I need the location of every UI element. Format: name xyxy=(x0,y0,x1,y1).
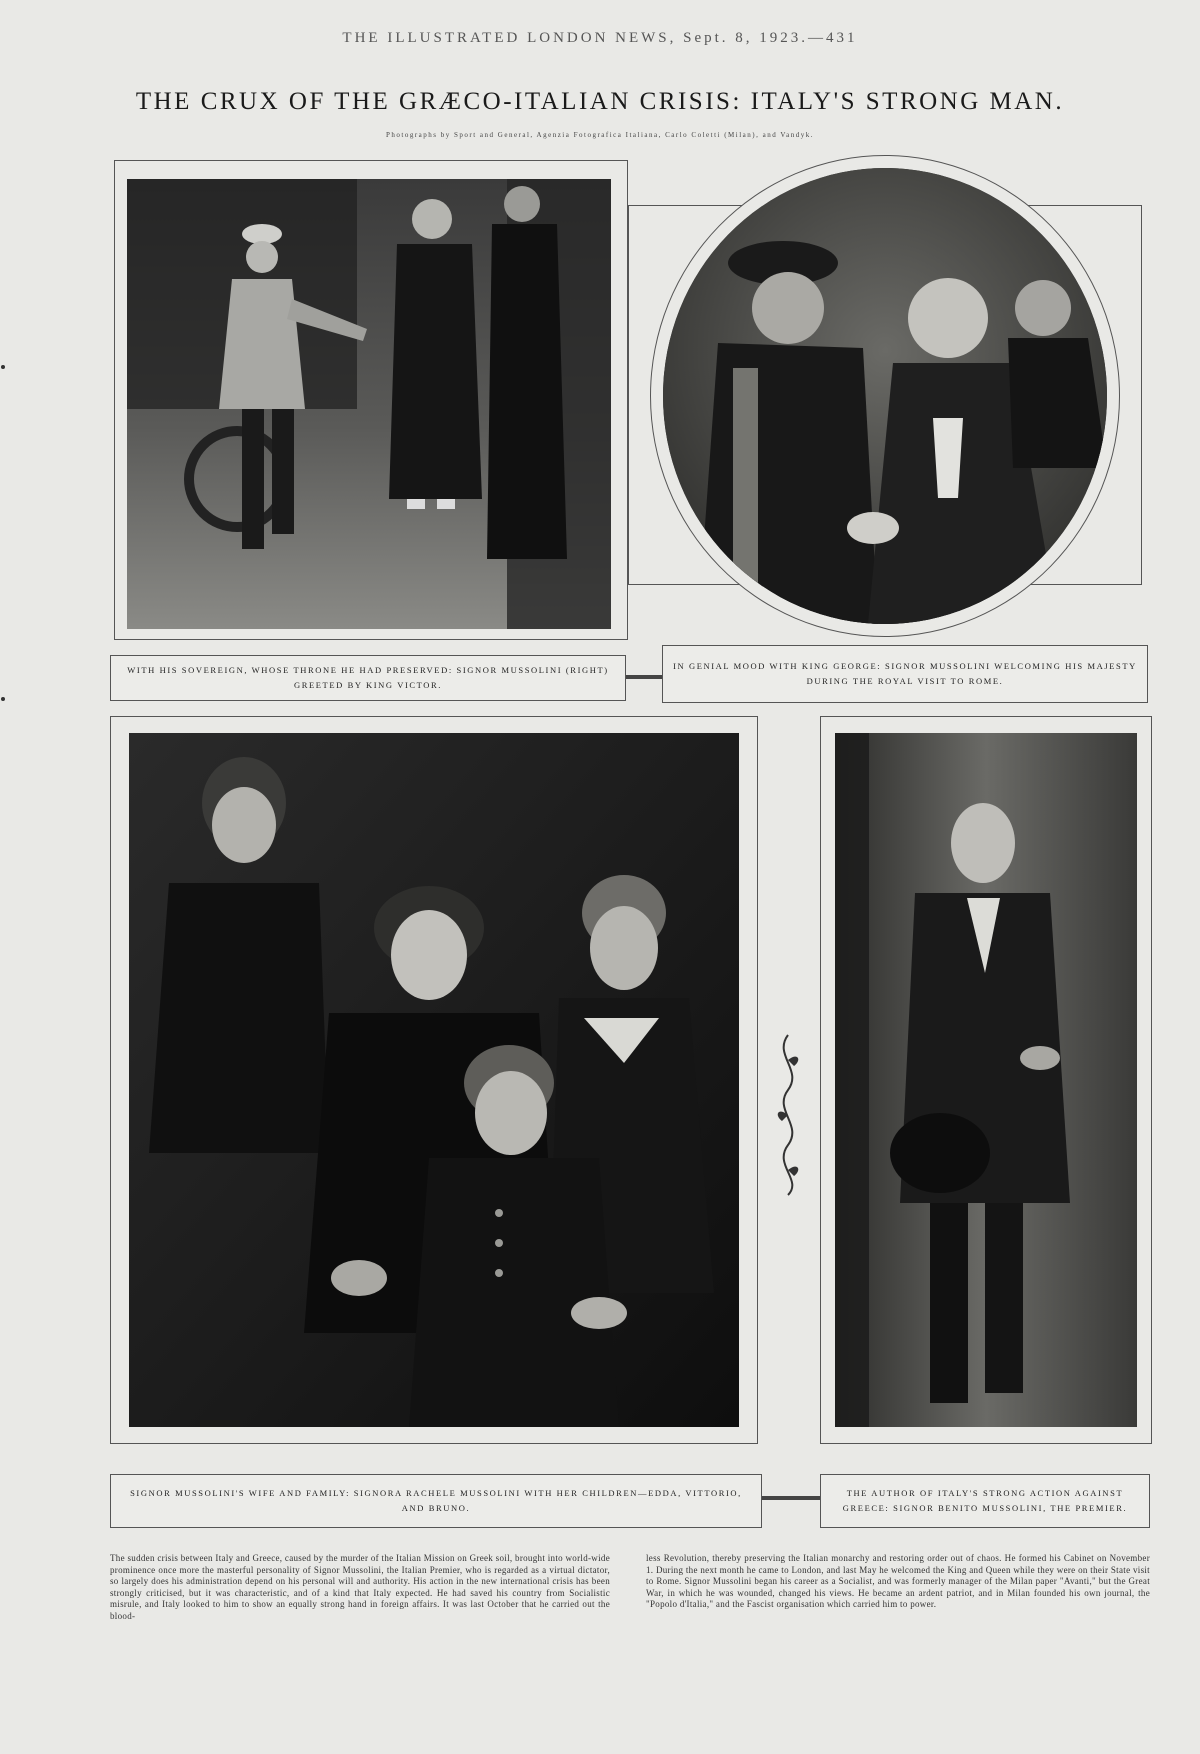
caption-connector xyxy=(626,675,662,679)
caption-king-victor: WITH HIS SOVEREIGN, WHOSE THRONE HE HAD PRESERVED: SIGNOR MUSSOLINI (RIGHT) GREETED BY KING VICTOR. xyxy=(110,655,626,701)
photo-credits: Photographs by Sport and General, Agenzia Fotografica Italiana, Carlo Coletti (Milan), and Vandyk. xyxy=(386,131,814,139)
photo-king-victor-image xyxy=(127,179,611,629)
photo-king-victor xyxy=(127,179,611,629)
floral-scroll-ornament-icon xyxy=(768,1030,808,1200)
photo-premier xyxy=(835,733,1137,1427)
photo-king-george xyxy=(663,168,1107,624)
binding-mark xyxy=(1,697,5,701)
photo-frame-king-victor xyxy=(114,160,628,640)
caption-king-george: IN GENIAL MOOD WITH KING GEORGE: SIGNOR MUSSOLINI WELCOMING HIS MAJESTY DURING THE ROYAL VISIT TO ROME. xyxy=(662,645,1148,703)
caption-premier: THE AUTHOR OF ITALY'S STRONG ACTION AGAINST GREECE: SIGNOR BENITO MUSSOLINI, THE PREMIER. xyxy=(820,1474,1150,1528)
photo-premier-image xyxy=(835,733,1137,1427)
photo-family xyxy=(129,733,739,1427)
photo-king-george-image xyxy=(663,168,1107,624)
photo-family-image xyxy=(129,733,739,1427)
photo-frame-premier xyxy=(820,716,1152,1444)
photo-frame-king-george-circle xyxy=(650,155,1120,637)
photo-frame-family xyxy=(110,716,758,1444)
binding-mark xyxy=(1,365,5,369)
page-title: THE CRUX OF THE GRÆCO-ITALIAN CRISIS: ITALY'S STRONG MAN. xyxy=(135,88,1065,115)
caption-family: SIGNOR MUSSOLINI'S WIFE AND FAMILY: SIGNORA RACHELE MUSSOLINI WITH HER CHILDREN—EDDA, VITTORIO, AND BRUNO. xyxy=(110,1474,762,1528)
article-column-1: The sudden crisis between Italy and Greece, caused by the murder of the Italian Mission on Greek soil, brought into world-wide prominence once more the masterful personality of Signor Mussolini, the Italian Premier, who is regarded as a virtual dictator, so largely does his administration depend on his personal will and authority. His action in the new international crisis has been strongly criticised, but it was characteristic, and of a kind that Italy expected. He had saved his country from Socialistic misrule, and Italy looked to him to show an equally strong hand in foreign affairs. It was last October that he carried out the blood- xyxy=(110,1553,610,1621)
caption-connector xyxy=(762,1496,820,1500)
article-column-2: less Revolution, thereby preserving the Italian monarchy and restoring order out of chaos. He formed his Cabinet on November 1. During the next month he came to London, and last May he welcomed the King and Queen while they were on their State visit to Rome. Signor Mussolini began his career as a Socialist, and was formerly manager of the Milan paper "Avanti," but the Great War, in which he was wounded, changed his views. He became an ardent patriot, and in Milan founded his own journal, the "Popolo d'Italia," and the Fascist organisation which carried him to power. xyxy=(646,1553,1150,1609)
floral-scroll-ornament-svg xyxy=(768,1030,808,1200)
running-head: THE ILLUSTRATED LONDON NEWS, Sept. 8, 1923.—431 xyxy=(342,30,858,46)
